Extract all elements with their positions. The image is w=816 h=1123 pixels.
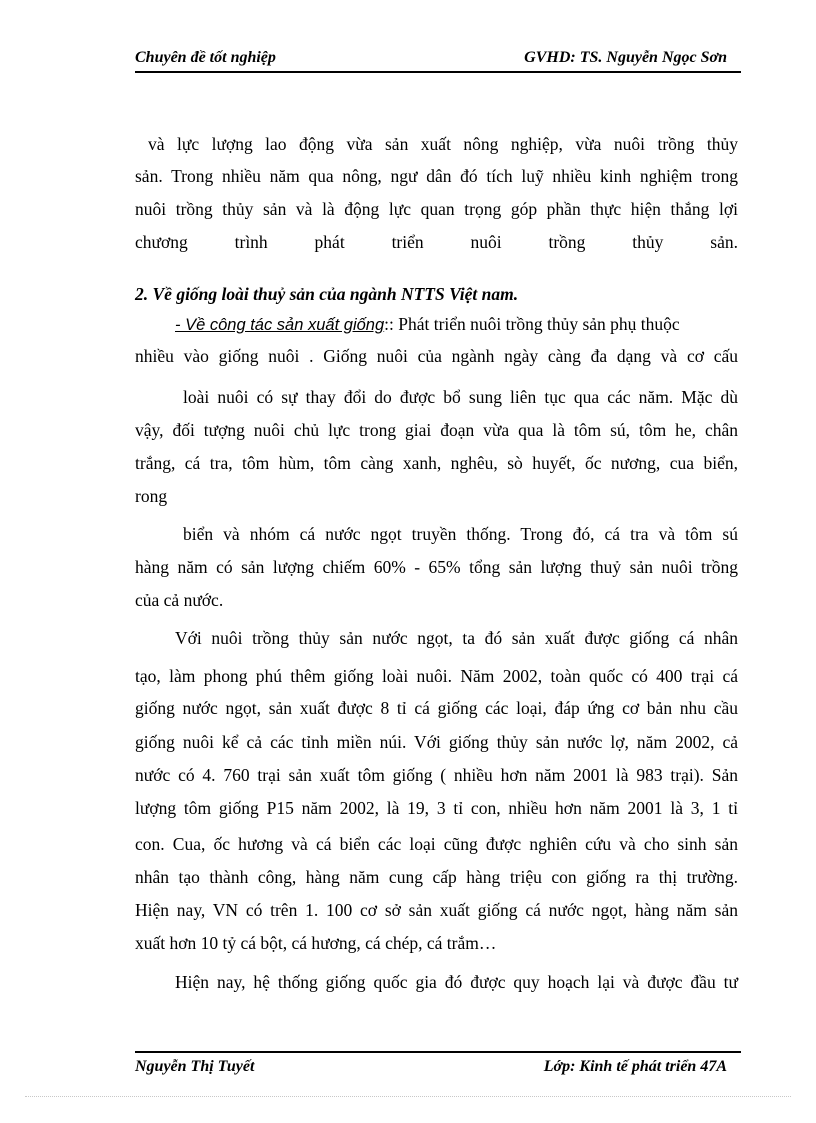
text-line: biển và nhóm cá nước ngọt truyền thống. Trong đó, cá tra và tôm sú [183, 524, 738, 544]
text-line: Với nuôi trồng thủy sản nước ngọt, ta đó sản xuất được giống cá nhân [175, 628, 738, 648]
text-line: Hiện nay, hệ thống giống quốc gia đó được quy hoạch lại và được đầu tư [175, 972, 738, 992]
text-line: nước có 4. 760 trại sản xuất tôm giống ( nhiều hơn năm 2001 là 983 trại). Sản [135, 765, 738, 785]
header-title: Chuyên đề tốt nghiệp [135, 49, 276, 66]
text-segment: :: Phát triển nuôi trồng thủy sản phụ thuộc [384, 314, 680, 334]
text-line: nhân tạo thành công, hàng năm cung cấp hàng triệu con giống ra thị trường. [135, 867, 738, 887]
text-line: sản. Trong nhiều năm qua nông, ngư dân đó tích luỹ nhiều kinh nghiệm trong [135, 166, 738, 186]
text-line: con. Cua, ốc hương và cá biển các loại cũng được nghiên cứu và cho sinh sản [135, 834, 738, 854]
text-line: nhiều vào giống nuôi . Giống nuôi của ngành ngày càng đa dạng và cơ cấu [135, 346, 738, 366]
text-line: lượng tôm giống P15 năm 2002, là 19, 3 tỉ con, nhiều hơn năm 2001 là 3, 1 tỉ [135, 798, 738, 818]
page-footer [135, 1051, 741, 1079]
text-line: xuất hơn 10 tỷ cá bột, cá hương, cá chép, cá trắm… [135, 933, 497, 953]
page-bottom-divider [25, 1096, 791, 1097]
text-line: và lực lượng lao động vừa sản xuất nông nghiệp, vừa nuôi trồng thủy [148, 134, 738, 154]
text-line: giống nuôi kể cả các tỉnh miền núi. Với giống thủy sản nước lợ, năm 2002, cả [135, 732, 738, 752]
text-line: giống nước ngọt, sản xuất được 8 tỉ cá giống các loại, đáp ứng cơ bản nhu cầu [135, 698, 738, 718]
text-line [175, 313, 738, 336]
page-header [135, 47, 741, 73]
text-line: loài nuôi có sự thay đổi do được bổ sung liên tục qua các năm. Mặc dù [183, 387, 738, 407]
subsection-label: - Về công tác sản xuất giống [175, 316, 385, 334]
text-line: chương trình phát triển nuôi trồng thủy sản. [135, 232, 738, 252]
text-line: nuôi trồng thủy sản và là động lực quan trọng góp phần thực hiện thắng lợi [135, 199, 738, 219]
footer-class: Lớp: Kinh tế phát triển 47A [543, 1058, 727, 1075]
text-line: vậy, đối tượng nuôi chủ lực trong giai đoạn vừa qua là tôm sú, tôm he, chân [135, 420, 738, 440]
text-line: tạo, làm phong phú thêm giống loài nuôi. Năm 2002, toàn quốc có 400 trại cá [135, 666, 738, 686]
text-line: Hiện nay, VN có trên 1. 100 cơ sở sản xuất giống cá nước ngọt, hàng năm sản [135, 900, 738, 920]
text-line: trắng, cá tra, tôm hùm, tôm càng xanh, nghêu, sò huyết, ốc nương, cua biển, [135, 453, 738, 473]
text-line: rong [135, 486, 168, 506]
section-heading: 2. Về giống loài thuỷ sản của ngành NTTS Việt nam. [135, 284, 519, 304]
text-line: hàng năm có sản lượng chiếm 60% - 65% tổng sản lượng thuỷ sản nuôi trồng [135, 557, 738, 577]
text-line: của cả nước. [135, 590, 224, 610]
header-supervisor: GVHD: TS. Nguyễn Ngọc Sơn [524, 49, 727, 66]
footer-author: Nguyễn Thị Tuyết [135, 1058, 255, 1075]
